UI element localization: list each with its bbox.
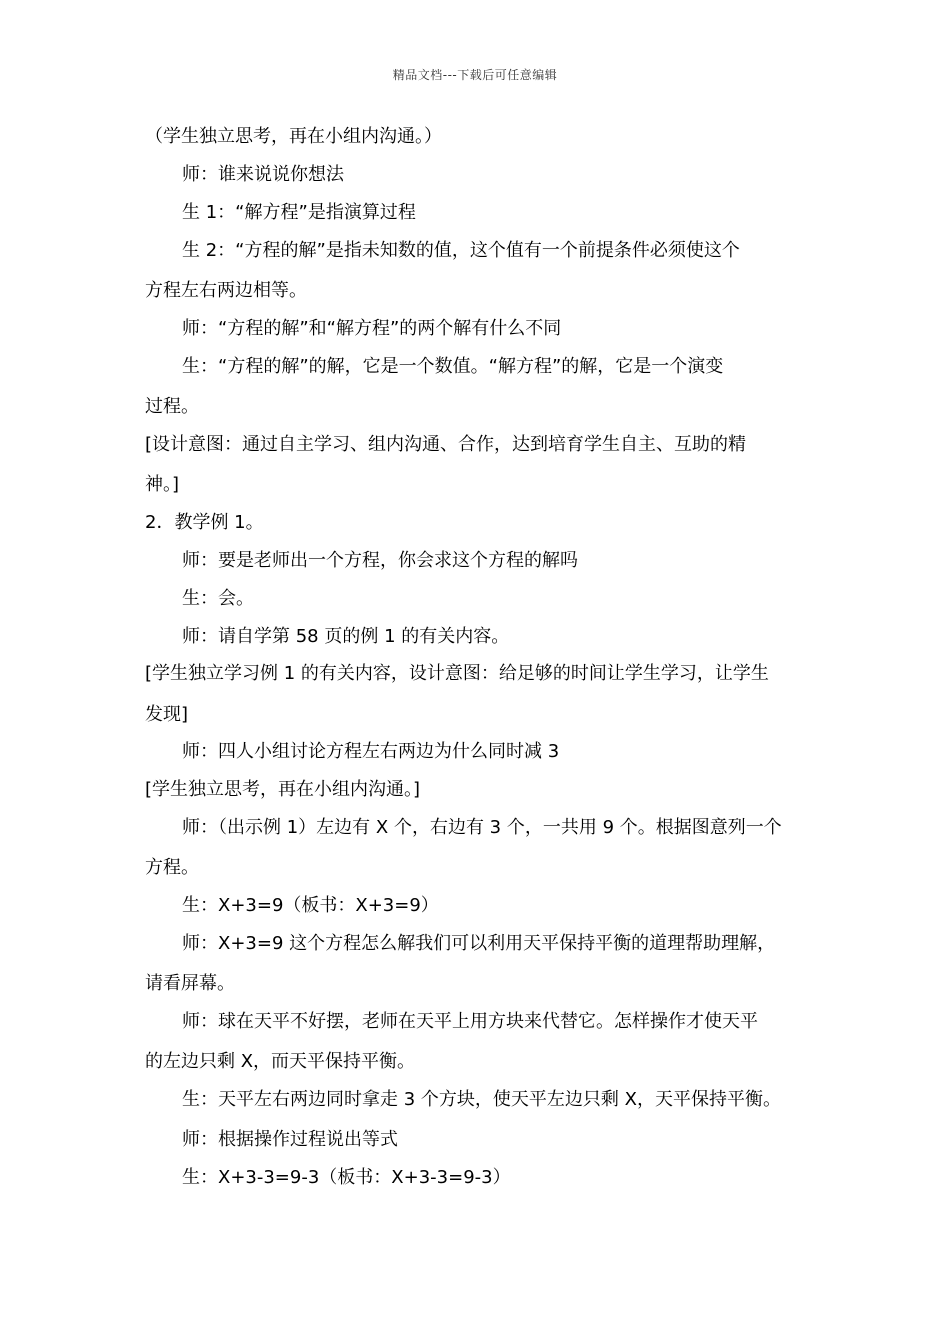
text-line: 师：四人小组讨论方程左右两边为什么同时减 3 [182, 741, 560, 762]
text-line: 师：（出示例 1）左边有 X 个，右边有 3 个，一共用 9 个。根据图意列一个 [182, 817, 782, 838]
text-line: [设计意图：通过自主学习、组内沟通、合作，达到培育学生自主、互助的精 [145, 434, 747, 455]
text-line: 生：天平左右两边同时拿走 3 个方块，使天平左边只剩 X，天平保持平衡。 [182, 1089, 781, 1110]
text-line: 方程左右两边相等。 [145, 280, 307, 301]
text-line: 生：X+3-3=9-3（板书：X+3-3=9-3） [182, 1167, 511, 1188]
text-line: 方程。 [145, 857, 199, 878]
text-line: （学生独立思考，再在小组内沟通。） [145, 126, 442, 147]
text-line: 生 2：“方程的解”是指未知数的值，这个值有一个前提条件必须使这个 [182, 240, 740, 261]
text-line: 师：谁来说说你想法 [182, 164, 344, 185]
text-line: 神。] [145, 474, 180, 495]
text-line: 的左边只剩 X，而天平保持平衡。 [145, 1051, 416, 1072]
text-line: 生：会。 [182, 588, 254, 609]
text-line: 师：球在天平不好摆，老师在天平上用方块来代替它。怎样操作才使天平 [182, 1011, 758, 1032]
text-line: 生：“方程的解”的解，它是一个数值。“解方程”的解，它是一个演变 [182, 356, 724, 377]
text-line: 请看屏幕。 [145, 973, 235, 994]
page-header: 精品文档---下载后可任意编辑 [392, 68, 558, 82]
text-line: 师：要是老师出一个方程，你会求这个方程的解吗 [182, 550, 578, 571]
text-line: 师：“方程的解”和“解方程”的两个解有什么不同 [182, 318, 562, 339]
text-line: 过程。 [145, 396, 199, 417]
text-line: 师：X+3=9 这个方程怎么解我们可以利用天平保持平衡的道理帮助理解， [182, 933, 776, 954]
text-line: 发现] [145, 704, 189, 725]
text-line: 师：请自学第 58 页的例 1 的有关内容。 [182, 626, 510, 647]
text-line: 生：X+3=9（板书：X+3=9） [182, 895, 439, 916]
text-line: 生 1：“解方程”是指演算过程 [182, 202, 416, 223]
text-line: 师：根据操作过程说出等式 [182, 1129, 398, 1150]
text-line: 2．教学例 1。 [145, 512, 264, 533]
text-line: [学生独立学习例 1 的有关内容，设计意图：给足够的时间让学生学习，让学生 [145, 663, 769, 684]
text-line: [学生独立思考，再在小组内沟通。] [145, 779, 421, 800]
